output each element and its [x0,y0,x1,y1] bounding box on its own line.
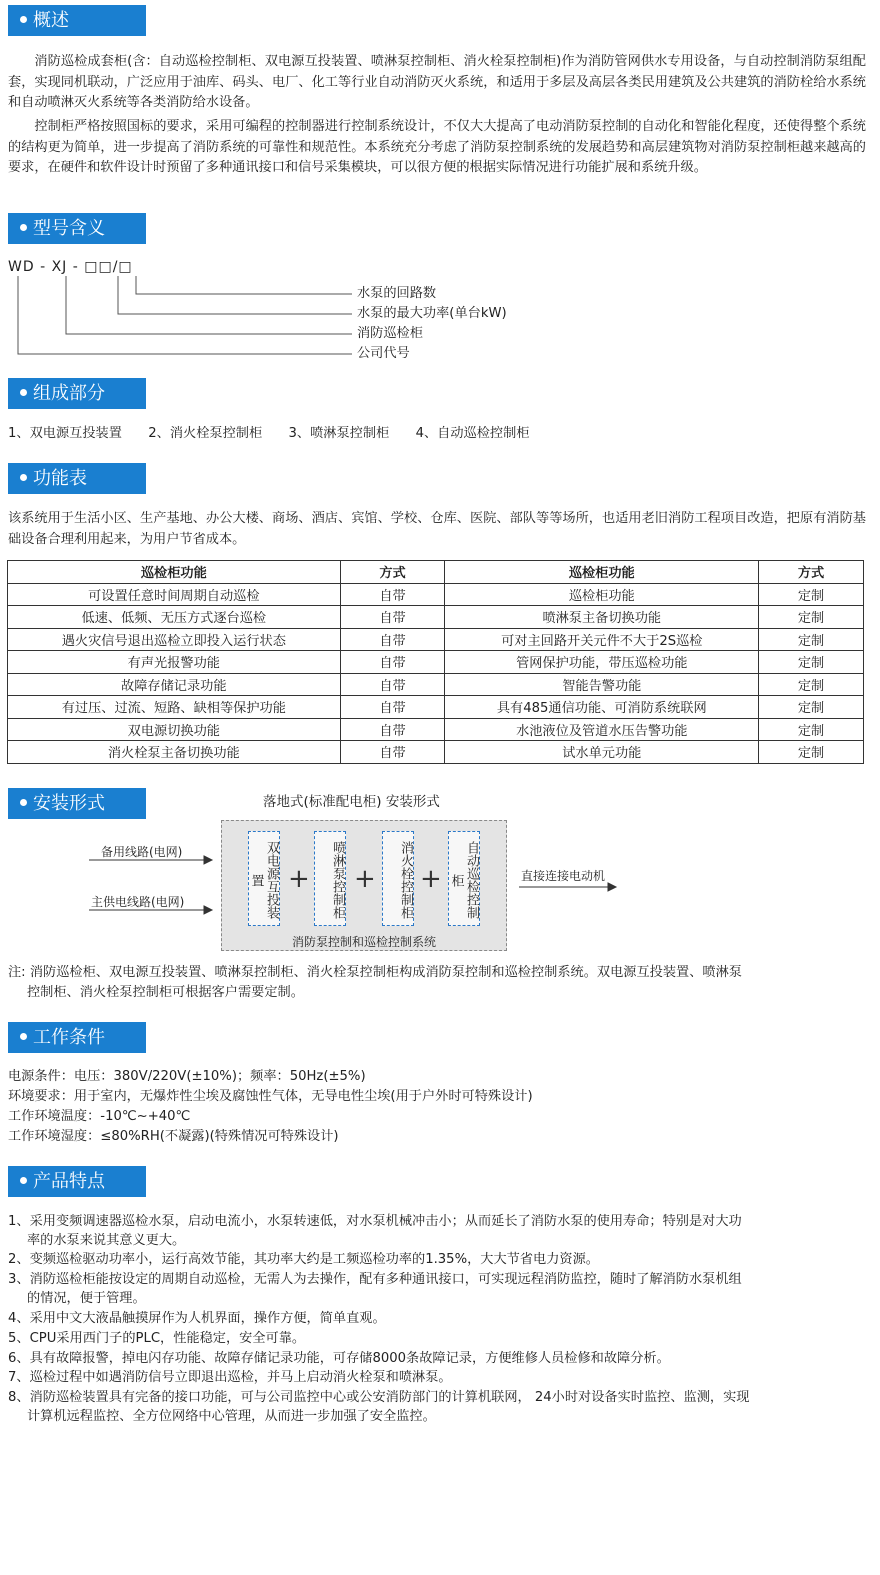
bullet-dot-icon [20,389,27,396]
overview-paragraph-2: 控制柜严格按照国标的要求，采用可编程的控制器进行控制系统设计，不仅大大提高了电动消防泵控制的自动化和智能化程度，还使得整个系统的结构更为简单，进一步提高了消防系统的可靠性和规范性。本系统充分考虑了消防泵控制系统的发展趋势和高层建筑物对消防泵控制柜越来越高的要求，在硬件和软件设计时预留了多种通讯接口和信号采集模块，可以很方便的根据实际情况进行功能扩展和系统升级。 [8,119,866,175]
install-title: 落地式(标准配电柜) 安装形式 [263,794,440,810]
table-cell: 定制 [759,718,864,741]
box-sprinkler: 喷淋泵控制柜 [314,831,346,926]
function-intro: 该系统用于生活小区、生产基地、办公大楼、商场、酒店、宾馆、学校、仓库、医院、部队等等场所，也适用老旧消防工程项目改造，把原有消防基础设备合理利用起来，为用户节省成本。 [8,511,866,547]
feature-line: 计算机远程监控、全方位网络中心管理，从而进一步加强了安全监控。 [27,1409,436,1424]
table-row [8,741,864,764]
table-cell: 喷淋泵主备切换功能 [445,606,759,629]
condition-environment: 环境要求：用于室内，无爆炸性尘埃及腐蚀性气体，无导电性尘埃(用于户外时可特殊设计) [8,1089,533,1104]
feature-line: 2、变频巡检驱动功率小，运行高效节能，其功率大约是工频巡检功率的1.35%，大大节省电力资源。 [8,1252,599,1267]
feature-line: 6、具有故障报警，掉电闪存功能、故障存储记录功能，可存储8000条故障记录，方便维修人员检修和故障分析。 [8,1351,670,1366]
table-cell: 自带 [340,628,445,651]
install-note-line-2: 控制柜、消火栓泵控制柜可根据客户需要定制。 [27,985,304,1000]
section-header-function: 功能表 [8,463,146,494]
table-cell: 水池液位及管道水压告警功能 [445,718,759,741]
table-cell: 自带 [340,718,445,741]
table-cell: 消火栓泵主备切换功能 [8,741,341,764]
table-cell: 定制 [759,606,864,629]
section-header-features: 产品特点 [8,1166,146,1197]
table-row [8,628,864,651]
bullet-dot-icon [20,224,27,231]
table-cell: 自带 [340,741,445,764]
condition-temperature: 工作环境温度：-10℃~+40℃ [8,1109,191,1124]
table-cell: 自带 [340,673,445,696]
table-row [8,606,864,629]
plus-icon: + [420,864,442,894]
control-system-diagram [221,820,507,951]
input-backup-label: 备用线路(电网) [101,845,183,859]
condition-humidity: 工作环境湿度：≤80%RH(不凝露)(特殊情况可特殊设计) [8,1129,339,1144]
table-header-row [8,561,864,584]
feature-line: 的情况，便于管理。 [27,1291,146,1306]
function-table [7,560,864,764]
table-header: 巡检柜功能 [445,561,759,584]
box-dual-power: 双电源互投装置 [248,831,280,926]
feature-line: 4、采用中文大液晶触摸屏作为人机界面，操作方便，简单直观。 [8,1311,386,1326]
bullet-dot-icon [20,16,27,23]
table-cell: 自带 [340,606,445,629]
feature-line: 8、消防巡检装置具有完备的接口功能，可与公司监控中心或公安消防部门的计算机联网， 24小时对设备实时监控、监测，实现 [8,1390,750,1405]
model-label-circuits: 水泵的回路数 [357,286,437,301]
condition-power: 电源条件：电压：380V/220V(±10%)；频率：50Hz(±5%) [8,1069,366,1084]
model-label-company: 公司代号 [357,346,410,361]
feature-line: 5、CPU采用西门子的PLC，性能稳定，安全可靠。 [8,1331,306,1346]
table-cell: 具有485通信功能、可消防系统联网 [445,696,759,719]
table-cell: 试水单元功能 [445,741,759,764]
section-header-conditions: 工作条件 [8,1022,146,1053]
plus-icon: + [288,864,310,894]
table-cell: 定制 [759,741,864,764]
input-main-label: 主供电线路(电网) [91,895,185,909]
table-cell: 有声光报警功能 [8,651,341,674]
bullet-dot-icon [20,1033,27,1040]
table-cell: 自带 [340,651,445,674]
box-auto-inspection: 自动巡检控制柜 [448,831,480,926]
table-cell: 可对主回路开关元件不大于2S巡检 [445,628,759,651]
table-cell: 可设置任意时间周期自动巡检 [8,583,341,606]
plus-icon: + [354,864,376,894]
model-leader-lines [0,270,400,365]
table-cell: 管网保护功能，带压巡检功能 [445,651,759,674]
feature-line: 7、巡检过程中如遇消防信号立即退出巡检，并马上启动消火栓泵和喷淋泵。 [8,1370,452,1385]
output-label: 直接连接电动机 [521,869,606,883]
system-caption: 消防泵控制和巡检控制系统 [291,935,436,949]
table-header: 方式 [340,561,445,584]
bullet-dot-icon [20,799,27,806]
table-cell: 定制 [759,651,864,674]
table-cell: 遇火灾信号退出巡检立即投入运行状态 [8,628,341,651]
model-code: WD - XJ - □□/□ [8,259,133,275]
model-label-cabinet: 消防巡检柜 [357,326,423,341]
table-cell: 定制 [759,696,864,719]
feature-line: 1、采用变频调速器巡检水泵，启动电流小，水泵转速低，对水泵机械冲击小；从而延长了消防水泵的使用寿命；特别是对大功 [8,1214,742,1229]
table-row [8,651,864,674]
table-cell: 智能告警功能 [445,673,759,696]
table-row [8,583,864,606]
section-header-install: 安装形式 [8,788,146,819]
table-header: 方式 [759,561,864,584]
table-cell: 低速、低频、无压方式逐台巡检 [8,606,341,629]
table-cell: 双电源切换功能 [8,718,341,741]
table-cell: 自带 [340,696,445,719]
table-cell: 巡检柜功能 [445,583,759,606]
model-label-power: 水泵的最大功率(单台kW) [357,306,507,321]
table-row [8,718,864,741]
section-header-overview: 概述 [8,5,146,36]
overview-paragraph-1: 消防巡检成套柜(含：自动巡检控制柜、双电源互投装置、喷淋泵控制柜、消火栓泵控制柜)作为消防管网供水专用设备，与自动控制消防泵组配套，实现同机联动，广泛应用于油库、码头、电厂、化工等行业自动消防灭火系统，和适用于多层及高层各类民用建筑及公共建筑的消防栓给水系统和自动喷淋灭火系统等各类消防给水设备。 [8,54,866,110]
install-note-line-1: 注: 消防巡检柜、双电源互投装置、喷淋泵控制柜、消火栓泵控制柜构成消防泵控制和巡检控制系统。双电源互投装置、喷淋泵 [8,965,742,980]
section-header-model: 型号含义 [8,213,146,244]
feature-line: 率的水泵来说其意义更大。 [27,1233,186,1248]
table-row [8,673,864,696]
box-hydrant: 消火栓控制柜 [382,831,414,926]
table-cell: 有过压、过流、短路、缺相等保护功能 [8,696,341,719]
composition-list: 1、双电源互投装置 2、消火栓泵控制柜 3、喷淋泵控制柜 4、自动巡检控制柜 [8,426,530,441]
table-header: 巡检柜功能 [8,561,341,584]
bullet-dot-icon [20,474,27,481]
table-cell: 故障存储记录功能 [8,673,341,696]
table-row [8,696,864,719]
table-cell: 自带 [340,583,445,606]
bullet-dot-icon [20,1177,27,1184]
table-cell: 定制 [759,628,864,651]
table-cell: 定制 [759,583,864,606]
table-cell: 定制 [759,673,864,696]
feature-line: 3、消防巡检柜能按设定的周期自动巡检，无需人为去操作，配有多种通讯接口，可实现远程消防监控，随时了解消防水泵机组 [8,1272,742,1287]
section-header-composition: 组成部分 [8,378,146,409]
